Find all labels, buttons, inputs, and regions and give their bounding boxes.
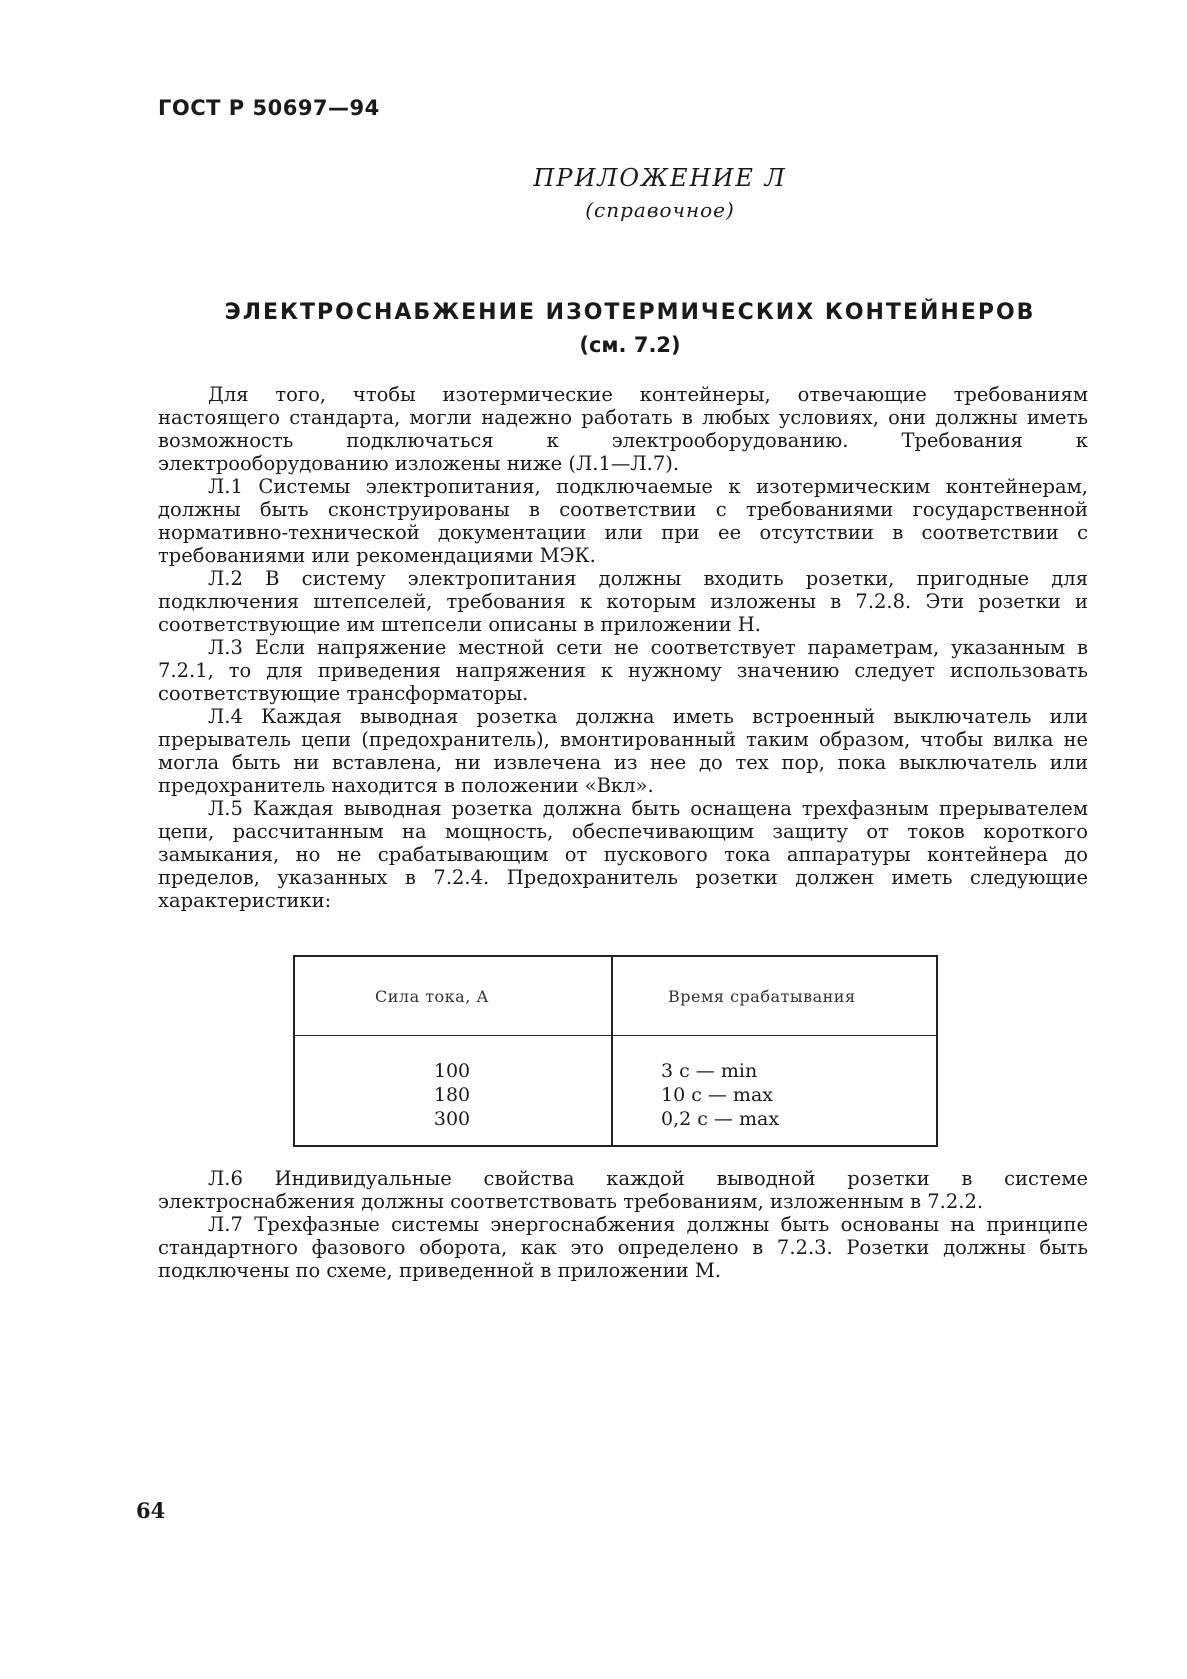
- table-column-time: [661, 1059, 779, 1131]
- table-cell: 10 с — max: [661, 1084, 773, 1106]
- body-text-lower: [158, 1167, 1088, 1282]
- appendix-title: ПРИЛОЖЕНИЕ Л: [533, 164, 787, 192]
- paragraph-l4: Л.4 Каждая выводная розетка должна иметь встроенный выключатель или прерыватель цепи (предохранитель), вмонтированный таким образом, чтобы вилка не могла быть ни вставлена, ни извлечена из нее до тех пор, пока выключатель или предохранитель находится в положении «Вкл».: [158, 705, 1088, 797]
- paragraph-l1: Л.1 Системы электропитания, подключаемые к изотермическим контейнерам, должны быть сконструированы в соответствии с требованиями государственной нормативно-технической документации или при ее отсутствии в соответствии с требованиями или рекомендациями МЭК.: [158, 475, 1088, 567]
- table-cell: 3 с — min: [661, 1060, 758, 1082]
- paragraph-l3: Л.3 Если напряжение местной сети не соответствует параметрам, указанным в 7.2.1, то для приведения напряжения к нужному значению следует использовать соответствующие трансформаторы.: [158, 636, 1088, 705]
- table-cell: 0,2 с — max: [661, 1108, 780, 1130]
- table-header-current: Сила тока, А: [375, 987, 490, 1006]
- table-cell: 100: [433, 1060, 471, 1082]
- body-text-upper: [158, 383, 1088, 912]
- table-cell: 180: [433, 1084, 471, 1106]
- standard-header: ГОСТ Р 50697—94: [158, 96, 380, 120]
- fuse-characteristics-table: [293, 955, 938, 1147]
- section-reference: (см. 7.2): [579, 333, 681, 357]
- paragraph-l2: Л.2 В систему электропитания должны входить розетки, пригодные для подключения штепселей, требования к которым изложены в 7.2.8. Эти розетки и соответствующие им штепсели описаны в приложении Н.: [158, 567, 1088, 636]
- appendix-subtitle: (справочное): [585, 198, 735, 222]
- table-header-time: Время срабатывания: [668, 987, 856, 1006]
- paragraph-l7: Л.7 Трехфазные системы энергоснабжения должны быть основаны на принципе стандартного фазового оборота, как это определено в 7.2.3. Розетки должны быть подключены по схеме, приведенной в приложении М.: [158, 1213, 1088, 1282]
- section-heading: ЭЛЕКТРОСНАБЖЕНИЕ ИЗОТЕРМИЧЕСКИХ КОНТЕЙНЕРОВ: [224, 300, 1036, 325]
- table-cell: 300: [433, 1108, 471, 1130]
- table-column-current: [293, 1059, 611, 1131]
- paragraph-l5: Л.5 Каждая выводная розетка должна быть оснащена трехфазным прерывателем цепи, рассчитанным на мощность, обеспечивающим защиту от токов короткого замыкания, но не срабатывающим от пускового тока аппаратуры контейнера до пределов, указанных в 7.2.4. Предохранитель розетки должен иметь следующие характеристики:: [158, 797, 1088, 912]
- page-number: 64: [136, 1498, 166, 1523]
- table-column-divider: [611, 957, 613, 1145]
- table-border-right: [936, 957, 938, 1145]
- table-header-divider: [293, 1035, 938, 1036]
- paragraph-l6: Л.6 Индивидуальные свойства каждой выводной розетки в системе электроснабжения должны соответствовать требованиям, изложенным в 7.2.2.: [158, 1167, 1088, 1213]
- paragraph-intro: Для того, чтобы изотермические контейнеры, отвечающие требованиям настоящего стандарта, могли надежно работать в любых условиях, они должны иметь возможность подключаться к электрооборудованию. Требования к электрооборудованию изложены ниже (Л.1—Л.7).: [158, 383, 1088, 475]
